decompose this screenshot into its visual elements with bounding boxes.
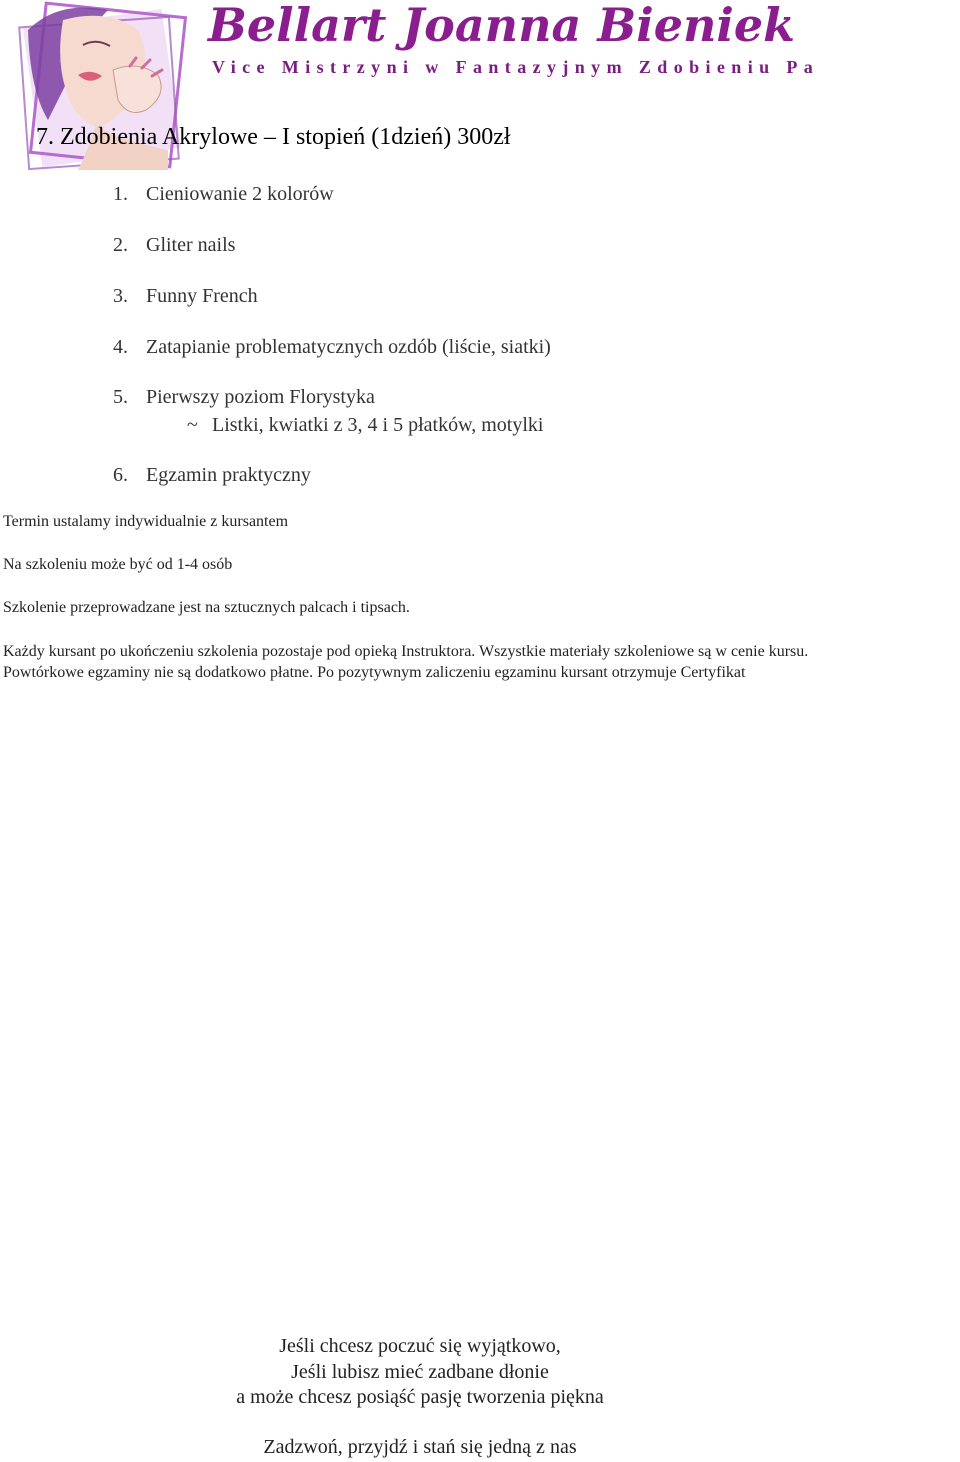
brand-title: Bellart Joanna Bieniek <box>208 0 796 52</box>
list-subitem <box>187 414 543 437</box>
closing-line-3: a może chcesz posiąść pasję tworzenia piękna <box>236 1386 604 1408</box>
list-item-label: Egzamin praktyczny <box>146 464 311 486</box>
list-item-number: 2. <box>113 234 128 256</box>
list-item <box>113 285 258 308</box>
list-item-label: Zatapianie problematycznych ozdób (liście, siatki) <box>146 336 551 358</box>
list-item <box>113 464 311 487</box>
info-details: Każdy kursant po ukończeniu szkolenia pozostaje pod opieką Instruktora. Wszystkie materiały szkoleniowe są w cenie kursu. Powtórkowe egzaminy nie są dodatkowo płatne. Po pozytywnym zaliczeniu egzaminu kursant otrzymuje Certyfikat <box>3 643 809 681</box>
list-item <box>113 234 235 257</box>
info-term: Termin ustalamy indywidualnie z kursantem <box>3 513 289 530</box>
list-subitem-marker: ~ <box>187 414 198 436</box>
list-item-number: 4. <box>113 336 128 358</box>
info-method: Szkolenie przeprowadzane jest na sztucznych palcach i tipsach. <box>3 599 410 616</box>
list-item-number: 6. <box>113 464 128 486</box>
list-item-label: Pierwszy poziom Florystyka <box>146 386 375 408</box>
list-item <box>113 386 375 409</box>
list-item <box>113 336 551 359</box>
list-item-number: 3. <box>113 285 128 307</box>
list-item-label: Gliter nails <box>146 234 236 256</box>
list-item-label: Cieniowanie 2 kolorów <box>146 183 334 205</box>
closing-line-2: Jeśli lubisz mieć zadbane dłonie <box>291 1361 549 1383</box>
logo-illustration <box>18 0 190 178</box>
list-item-number: 1. <box>113 183 128 205</box>
list-subitem-label: Listki, kwiatki z 3, 4 i 5 płatków, motylki <box>212 414 544 436</box>
list-item-number: 5. <box>113 386 128 408</box>
closing-line-4: Zadzwoń, przyjdź i stań się jedną z nas <box>263 1436 577 1458</box>
closing-line-1: Jeśli chcesz poczuć się wyjątkowo, <box>279 1335 561 1357</box>
list-item-label: Funny French <box>146 285 258 307</box>
list-item <box>113 183 334 206</box>
course-title: 7. Zdobienia Akrylowe – I stopień (1dzień) 300zł <box>36 124 511 150</box>
info-group-size: Na szkoleniu może być od 1-4 osób <box>3 556 233 573</box>
brand-tagline: Vice Mistrzyni w Fantazyjnym Zdobieniu Pa <box>212 57 820 77</box>
